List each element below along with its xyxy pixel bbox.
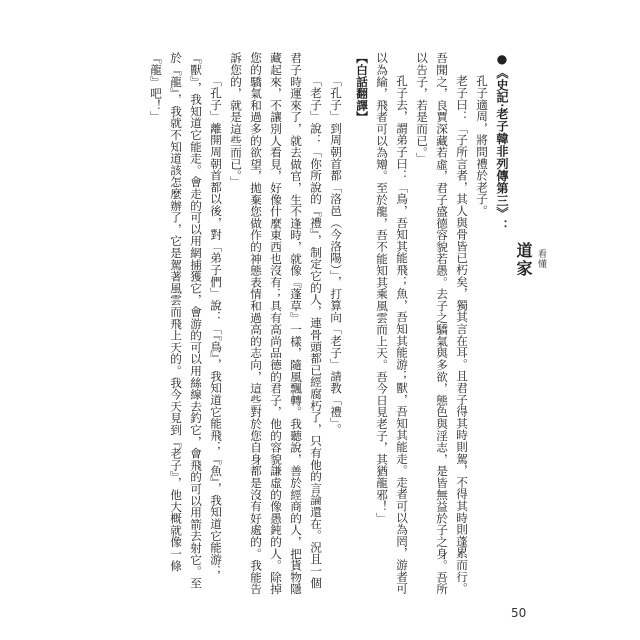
source-paragraph-2: 老子曰：「子所言者，其人與骨皆已朽矣，獨其言在耳。且君子得其時則駕，不得其時則蓬累而行。吾聞之，良賈深藏若虛，君子盛德容貌若愚。去子之驕氣與多欲，態色與淫志，是皆無益於子之身。吾所以告子，若是而已。」 xyxy=(415,52,469,595)
page-number: 50 xyxy=(511,606,527,620)
translation-title: 【白話翻譯】 xyxy=(355,52,369,123)
section-heading: ●《史記‧老子韓非列傳第三》： xyxy=(495,52,509,232)
translation-paragraph-1: 「孔子」到周朝首都「洛邑（今洛陽）」，打算向「老子」請教「禮」。 xyxy=(329,75,343,436)
running-head xyxy=(512,240,548,278)
running-head-small: 看懂 xyxy=(536,249,546,269)
source-paragraph-3: 孔子去，謂弟子曰：「鳥，吾知其能飛；魚，吾知其能游；獸，吾知其能走。走者可以為罔，游者可以為綸，飛者可以為矰。至於龍，吾不能知其乘風雲而上天。吾今日見老子，其猶龍邪！」 xyxy=(375,52,409,595)
running-head-title: 道家 xyxy=(514,242,533,278)
vertical-text-body xyxy=(88,52,512,600)
source-paragraph-1: 孔子適周，將問禮於老子。 xyxy=(475,75,489,217)
translation-paragraph-2: 「老子」說：「你所說的『禮』，制定它的人，連骨頭都已經腐朽了，只有他的言論還在。況且一個君子時運來了，就去做官，生不逢時，就像『蓬草』一樣，隨風飄轉。我聽說，善於經商的人，把貨物隱藏起來，不讓別人看見，好像什麼東西也沒有；具有高尚品德的君子，他的容貌謙虛的像愚鈍的人。除掉您的驕氣和過多的欲望，拋棄您做作的神態表情和過高的志向，這些對於您自身都是沒有好處的。我能告訴您的，就是這些而已。」 xyxy=(229,52,323,595)
translation-paragraph-3: 「孔子」離開周朝首都以後，對「弟子們」說：「『鳥』，我知道它能飛；『魚』，我知道它能游；『獸』，我知道它能走。會走的可以用網捕獲它，會游的可以用絲線去釣它，會飛的可以用箭去射它。至於『龍』，我就不知道該怎麼辦了，它是駕著風雲而飛上天的。我今天見到『老子』，他大概就像一條『龍』吧！」 xyxy=(149,52,223,589)
